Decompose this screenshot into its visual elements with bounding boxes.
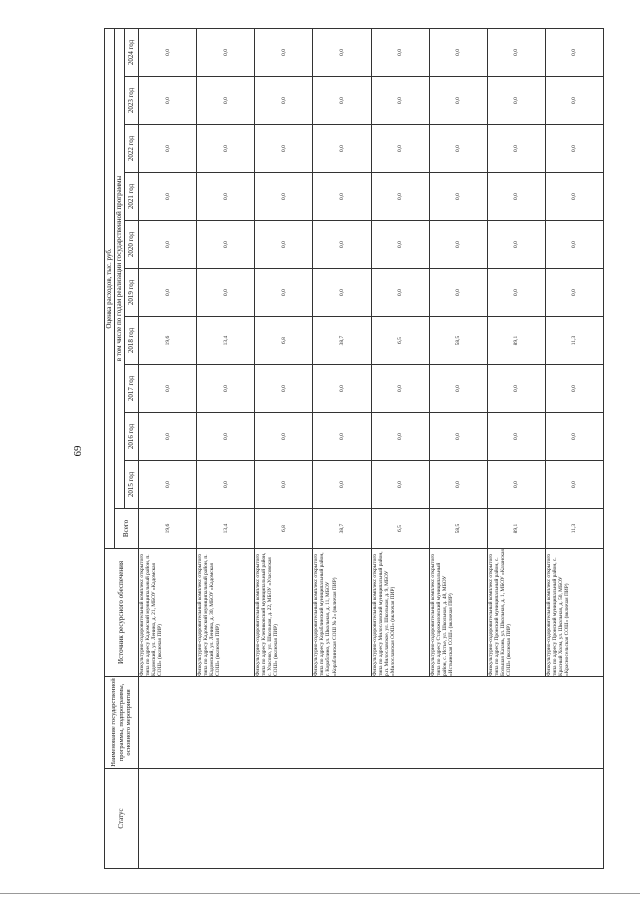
- year-value: 0,0: [139, 28, 197, 76]
- year-value: 0,0: [197, 28, 255, 76]
- year-value: 0,0: [313, 413, 371, 461]
- year-value: 0,0: [371, 461, 429, 509]
- year-value: 0,0: [197, 173, 255, 221]
- year-value: 0,0: [313, 221, 371, 269]
- year-value: 0,0: [139, 269, 197, 317]
- year-value: 0,0: [371, 28, 429, 76]
- year-value: 0,0: [197, 365, 255, 413]
- header-total: Всего: [115, 509, 139, 549]
- year-value: 0,0: [313, 365, 371, 413]
- header-resource-source: Источник ресурсного обеспечения: [105, 549, 139, 677]
- year-value: 0,0: [313, 28, 371, 76]
- year-value: 0,0: [545, 269, 603, 317]
- year-value: 0,0: [487, 173, 545, 221]
- source-cell: Физкультурно-оздоровительный комплекс открытого типа по адресу Милославский муниципальный район, р.п. Милославское, ул. Школьная, д. 9, МБОУ «Милославская ООШ» (включая ПИР): [371, 549, 429, 677]
- year-value: 0,0: [255, 221, 313, 269]
- total-cell: 11,3: [545, 509, 603, 549]
- year-value: 0,0: [371, 365, 429, 413]
- total-cell: 58,5: [429, 509, 487, 549]
- year-value: 0,0: [197, 77, 255, 125]
- year-value: 58,5: [429, 317, 487, 365]
- year-value: 0,0: [545, 28, 603, 76]
- source-cell: Физкультурно-оздоровительный комплекс открытого типа по адресу Кадомский муниципальный район, п. Кадомский, ул. Ленина, д. 21, МБОУ «Кадомская СОШ» (включая ПИР): [139, 549, 197, 677]
- year-value: 0,0: [429, 125, 487, 173]
- source-cell: Физкультурно-оздоровительный комплекс открытого типа по адресу Кадомский муниципальный район, п. Кадомский, ул. Ленина, д. 30, МБОУ «Кадомская СОШ» (включая ПИР): [197, 549, 255, 677]
- year-value: 0,0: [487, 77, 545, 125]
- header-year: 2023 год: [125, 77, 139, 125]
- year-value: 0,0: [545, 365, 603, 413]
- header-year: 2019 год: [125, 269, 139, 317]
- header-program-name: Наименование государственной программы, подпрограммы, основного мероприятия: [105, 677, 139, 769]
- total-cell: 6,8: [255, 509, 313, 549]
- year-value: 0,0: [197, 269, 255, 317]
- year-value: 0,0: [255, 269, 313, 317]
- header-year: 2018 год: [125, 317, 139, 365]
- year-value: 0,0: [255, 28, 313, 76]
- status-cell: [139, 769, 604, 869]
- year-value: 0,0: [429, 221, 487, 269]
- year-value: 19,6: [139, 317, 197, 365]
- year-value: 0,0: [313, 77, 371, 125]
- year-value: 0,0: [139, 413, 197, 461]
- total-cell: 19,6: [139, 509, 197, 549]
- header-year: 2021 год: [125, 173, 139, 221]
- expense-table: [104, 28, 604, 869]
- year-value: 0,0: [139, 221, 197, 269]
- year-value: 0,0: [545, 173, 603, 221]
- year-value: 0,0: [487, 221, 545, 269]
- year-value: 0,0: [429, 269, 487, 317]
- source-cell: Физкультурно-оздоровительный комплекс открытого типа по адресу Клепиковский муниципальный район, с. Уласово, ул. Школьная, д. 22, МБОУ «Уласовская СОШ» (включая ПИР): [255, 549, 313, 677]
- year-value: 0,0: [255, 173, 313, 221]
- year-value: 0,0: [487, 413, 545, 461]
- source-cell: Физкультурно-оздоровительный комплекс открытого типа по адресу Пронский муниципальный район, с. Большая Казань, ул. Школьная, д. 1, МБОУ «Казанская СОШ» (включая ПИР): [487, 549, 545, 677]
- year-value: 0,0: [487, 28, 545, 76]
- year-value: 0,0: [487, 269, 545, 317]
- page-bottom-rule: [0, 893, 640, 894]
- year-value: 0,0: [139, 125, 197, 173]
- year-value: 0,0: [255, 77, 313, 125]
- year-value: 38,7: [313, 317, 371, 365]
- year-value: 0,0: [429, 77, 487, 125]
- year-value: 13,4: [197, 317, 255, 365]
- year-value: 0,0: [371, 221, 429, 269]
- year-value: 0,0: [545, 413, 603, 461]
- year-value: 89,1: [487, 317, 545, 365]
- year-value: 0,0: [139, 173, 197, 221]
- year-value: 0,0: [487, 461, 545, 509]
- year-value: 0,0: [313, 125, 371, 173]
- year-value: 0,0: [545, 77, 603, 125]
- header-by-years: в том числе по годам реализации государственной программы: [115, 28, 125, 508]
- year-value: 0,0: [313, 269, 371, 317]
- total-cell: 89,1: [487, 509, 545, 549]
- year-value: 0,0: [255, 461, 313, 509]
- year-value: 0,0: [487, 365, 545, 413]
- year-value: 0,0: [545, 125, 603, 173]
- year-value: 0,0: [255, 413, 313, 461]
- year-value: 0,0: [429, 365, 487, 413]
- year-value: 0,0: [139, 365, 197, 413]
- header-year: 2020 год: [125, 221, 139, 269]
- rotated-table-wrapper: [104, 29, 604, 869]
- source-cell: Физкультурно-оздоровительный комплекс открытого типа по адресу Кораблинский муниципальный район, г. Кораблино, ул. Школьная, д. 11, МБОУ «Кораблинская СОШ № 2» (включая ПИР): [313, 549, 371, 677]
- source-cell: Физкультурно-оздоровительный комплекс открытого типа по адресу Пронский муниципальный район, с. Красный Холм, ул. Школьная, д. 50, МБОУ «Красносельская СОШ» (включая ПИР): [545, 549, 603, 677]
- page-number: 69: [72, 445, 84, 457]
- year-value: 0,0: [139, 461, 197, 509]
- header-year: 2015 год: [125, 461, 139, 509]
- year-value: 0,0: [371, 413, 429, 461]
- total-cell: 13,4: [197, 509, 255, 549]
- header-year: 2024 год: [125, 28, 139, 76]
- year-value: 0,0: [429, 28, 487, 76]
- year-value: 6,8: [255, 317, 313, 365]
- year-value: 0,0: [255, 125, 313, 173]
- header-year: 2022 год: [125, 125, 139, 173]
- year-value: 0,0: [487, 125, 545, 173]
- year-value: 6,5: [371, 317, 429, 365]
- table-row: [139, 28, 197, 868]
- header-year: 2017 год: [125, 365, 139, 413]
- total-cell: 38,7: [313, 509, 371, 549]
- year-value: 0,0: [139, 77, 197, 125]
- year-value: 0,0: [197, 125, 255, 173]
- year-value: 0,0: [429, 413, 487, 461]
- year-value: 0,0: [313, 173, 371, 221]
- header-expense-estimate: Оценка расходов, тыс. руб.: [105, 28, 115, 548]
- header-year: 2016 год: [125, 413, 139, 461]
- year-value: 11,3: [545, 317, 603, 365]
- year-value: 0,0: [371, 173, 429, 221]
- year-value: 0,0: [255, 365, 313, 413]
- year-value: 0,0: [371, 125, 429, 173]
- year-value: 0,0: [371, 269, 429, 317]
- year-value: 0,0: [197, 413, 255, 461]
- year-value: 0,0: [197, 221, 255, 269]
- year-value: 0,0: [545, 461, 603, 509]
- year-value: 0,0: [197, 461, 255, 509]
- header-status: Статус: [105, 769, 139, 869]
- total-cell: 6,5: [371, 509, 429, 549]
- program-name-cell: [139, 677, 604, 769]
- year-value: 0,0: [545, 221, 603, 269]
- source-cell: Физкультурно-оздоровительный комплекс открытого типа по адресу Старожиловский муниципальный район, с. Истье, ул. Школьная, д. 48, МБОУ «Истьинская СОШ» (включая ПИР): [429, 549, 487, 677]
- year-value: 0,0: [429, 173, 487, 221]
- year-value: 0,0: [313, 461, 371, 509]
- year-value: 0,0: [429, 461, 487, 509]
- year-value: 0,0: [371, 77, 429, 125]
